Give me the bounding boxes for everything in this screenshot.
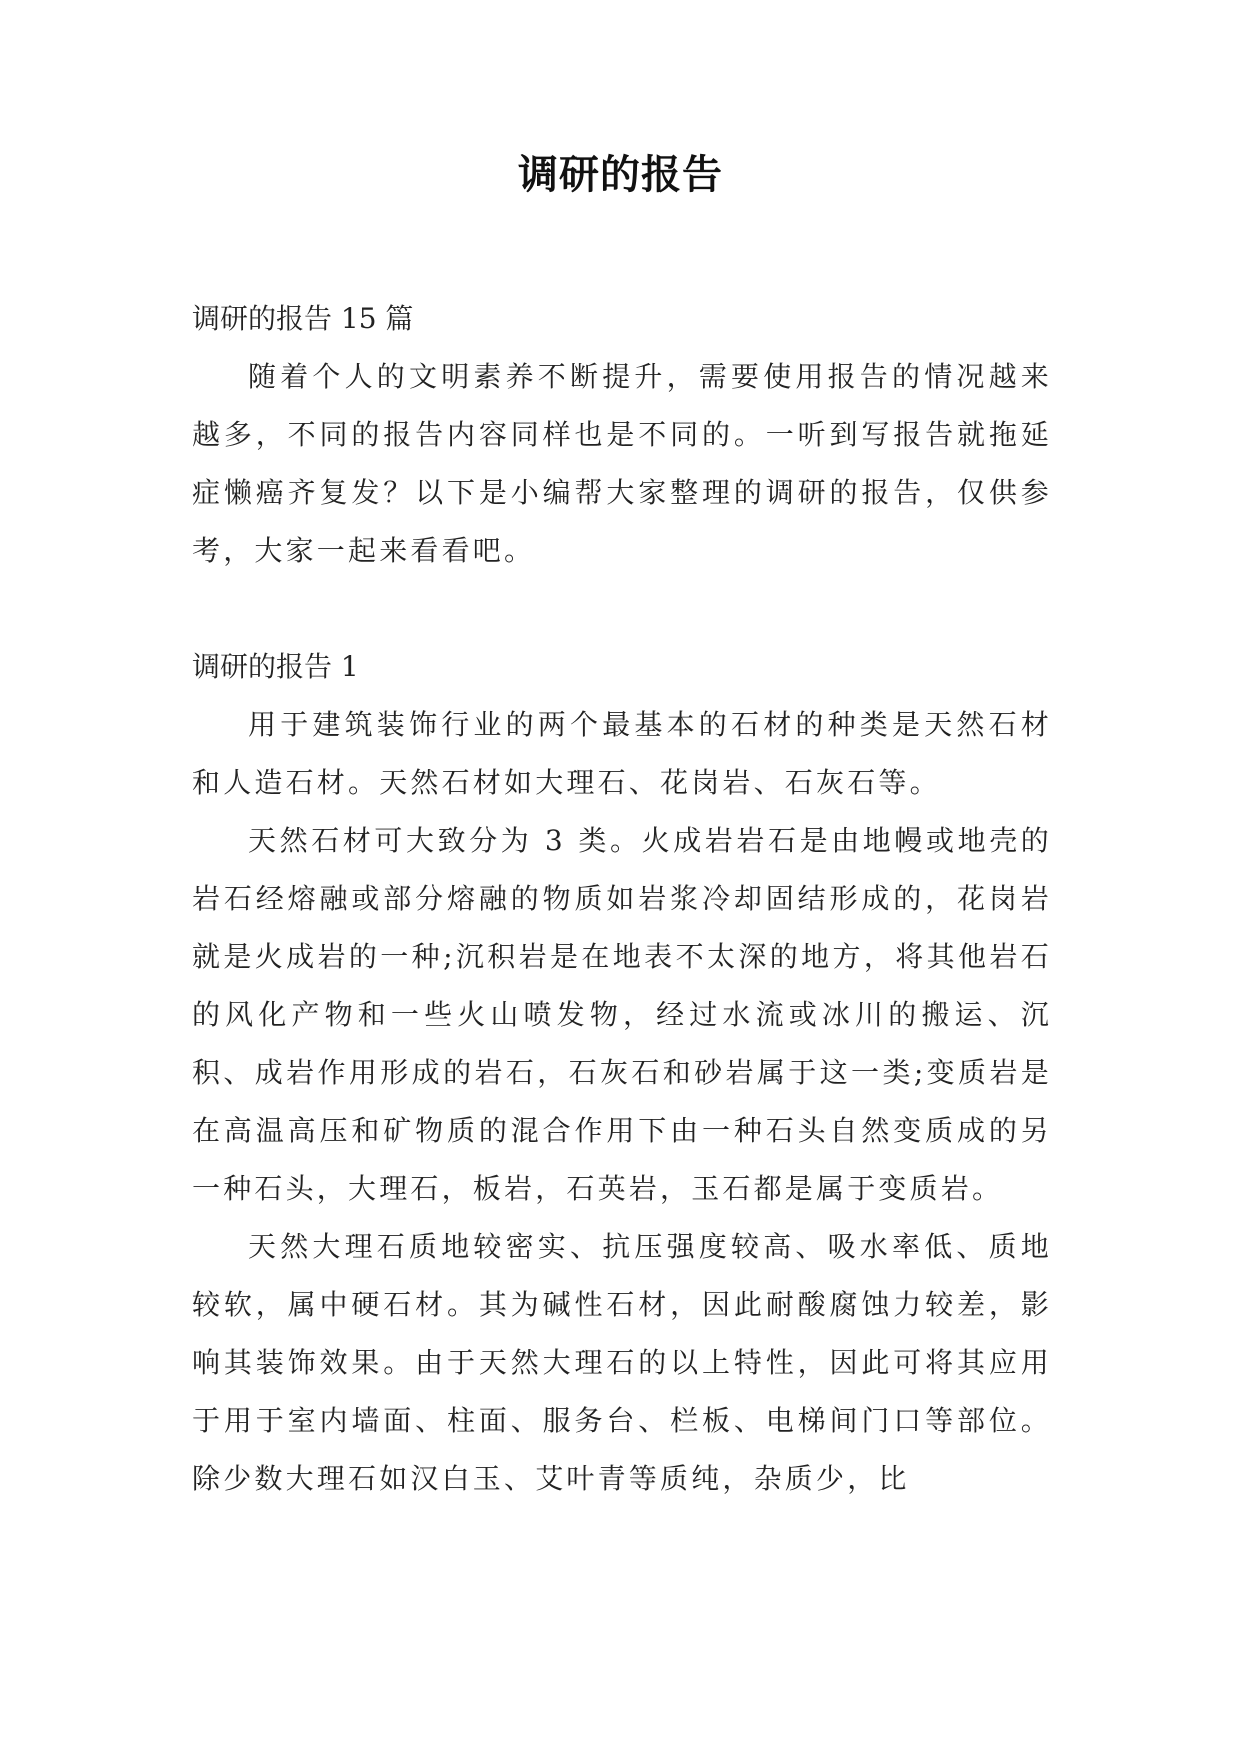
body-paragraph-3: 天然大理石质地较密实、抗压强度较高、吸水率低、质地较软，属中硬石材。其为碱性石材，因此耐酸腐蚀力较差，影响其装饰效果。由于天然大理石的以上特性，因此可将其应用于用于室内墙面、柱面、服务台、栏板、电梯间门口等部位。除少数大理石如汉白玉、艾叶青等质纯，杂质少，比 — [192, 1230, 1052, 1495]
section-heading: 调研的报告 1 — [192, 650, 359, 683]
body-paragraph-1: 用于建筑装饰行业的两个最基本的石材的种类是天然石材和人造石材。天然石材如大理石、花岗岩、石灰石等。 — [192, 708, 1052, 799]
section-spacer — [192, 580, 1052, 638]
document-title: 调研的报告 — [518, 152, 723, 198]
intro-paragraph: 随着个人的文明素养不断提升，需要使用报告的情况越来越多，不同的报告内容同样也是不同的。一听到写报告就拖延症懒癌齐复发？以下是小编帮大家整理的调研的报告，仅供参考，大家一起来看看吧。 — [192, 360, 1052, 567]
body-paragraph-2: 天然石材可大致分为 3 类。火成岩岩石是由地幔或地壳的岩石经熔融或部分熔融的物质如岩浆冷却固结形成的，花岗岩就是火成岩的一种;沉积岩是在地表不太深的地方，将其他岩石的风化产物和一些火山喷发物，经过水流或冰川的搬运、沉积、成岩作用形成的岩石，石灰石和砂岩属于这一类;变质岩是在高温高压和矿物质的混合作用下由一种石头自然变质成的另一种石头，大理石，板岩，石英岩，玉石都是属于变质岩。 — [192, 824, 1052, 1205]
intro-heading: 调研的报告 15 篇 — [192, 302, 414, 335]
document-body — [192, 290, 1052, 1508]
